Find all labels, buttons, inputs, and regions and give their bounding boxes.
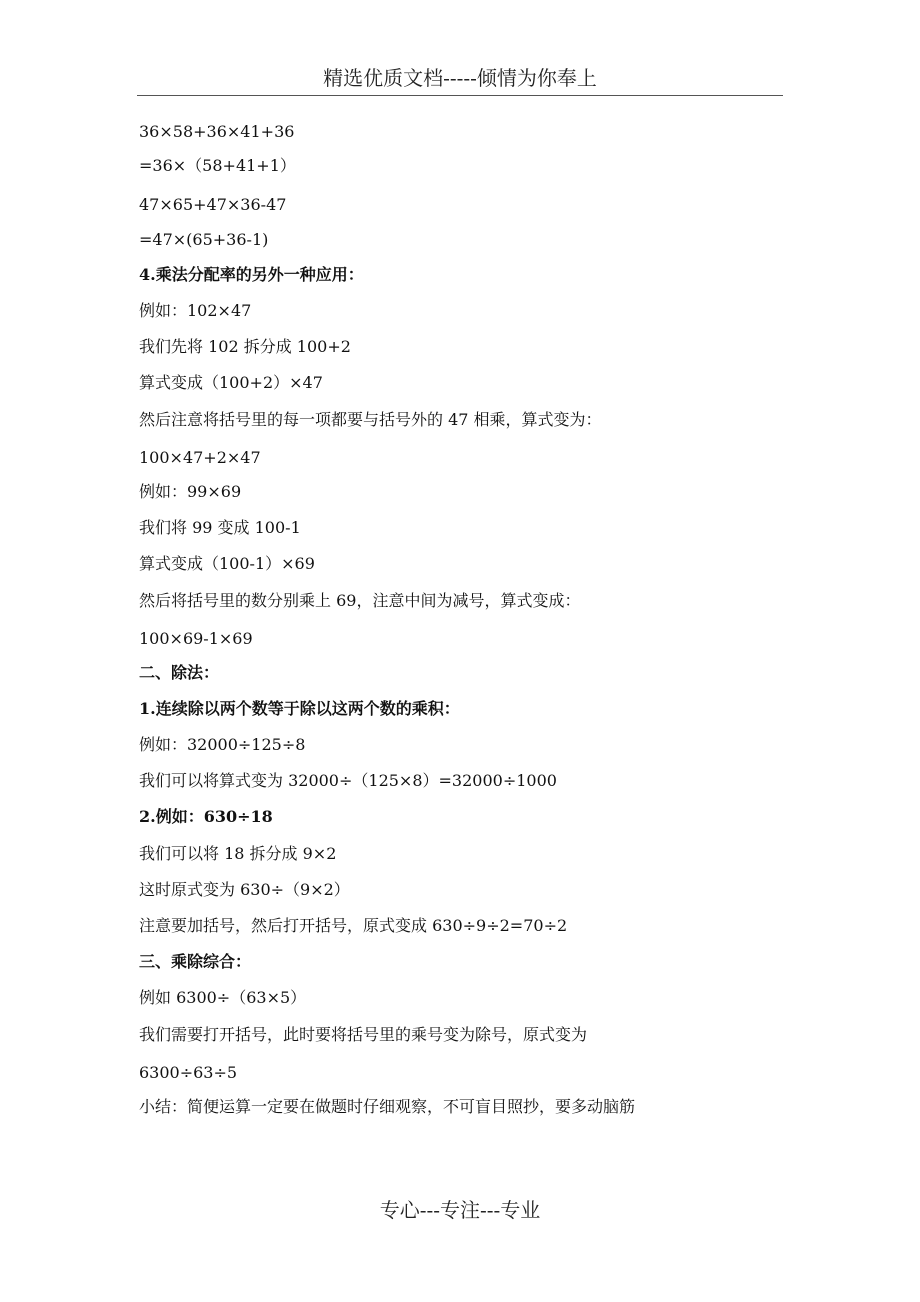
- text-line: 算式变成（100+2）×47: [139, 373, 323, 392]
- text-line: 例如：99×69: [139, 482, 242, 501]
- text-line: 我们先将 102 拆分成 100+2: [139, 337, 351, 356]
- expression-line: =36×（58+41+1）: [139, 156, 296, 175]
- text-line: 我们需要打开括号，此时要将括号里的乘号变为除号，原式变为: [139, 1025, 588, 1044]
- text-line: 然后将括号里的数分别乘上 69，注意中间为减号，算式变成：: [139, 591, 581, 610]
- section-heading: 三、乘除综合：: [139, 952, 252, 971]
- page-footer: 专心---专注---专业: [379, 1198, 541, 1222]
- section-heading: 1.连续除以两个数等于除以这两个数的乘积：: [139, 699, 460, 718]
- text-line: 我们可以将 18 拆分成 9×2: [139, 844, 337, 863]
- expression-line: 6300÷63÷5: [139, 1063, 238, 1082]
- text-line: 然后注意将括号里的每一项都要与括号外的 47 相乘，算式变为：: [139, 410, 602, 429]
- page-header: 精选优质文档-----倾情为你奉上: [323, 66, 597, 90]
- text-line: 算式变成（100-1）×69: [139, 554, 315, 573]
- text-line: 例如：32000÷125÷8: [139, 735, 306, 754]
- text-line: 例如：102×47: [139, 301, 252, 320]
- text-line: 注意要加括号，然后打开括号，原式变成 630÷9÷2=70÷2: [139, 916, 568, 935]
- expression-line: 100×69-1×69: [139, 629, 253, 648]
- section-heading: 2.例如：630÷18: [139, 807, 273, 826]
- section-heading: 4.乘法分配率的另外一种应用：: [139, 265, 364, 284]
- expression-line: 47×65+47×36-47: [139, 195, 287, 214]
- text-line: 我们可以将算式变为 32000÷（125×8）=32000÷1000: [139, 771, 557, 790]
- text-line: 这时原式变为 630÷（9×2）: [139, 880, 350, 899]
- expression-line: 100×47+2×47: [139, 448, 261, 467]
- text-line: 例如 6300÷（63×5）: [139, 988, 307, 1007]
- expression-line: =47×(65+36-1): [139, 230, 269, 249]
- section-heading: 二、除法：: [139, 663, 220, 682]
- expression-line: 36×58+36×41+36: [139, 122, 295, 141]
- header-divider: [137, 95, 783, 96]
- text-line: 我们将 99 变成 100-1: [139, 518, 301, 537]
- summary-line: 小结：简便运算一定要在做题时仔细观察，不可盲目照抄，要多动脑筋: [139, 1097, 636, 1116]
